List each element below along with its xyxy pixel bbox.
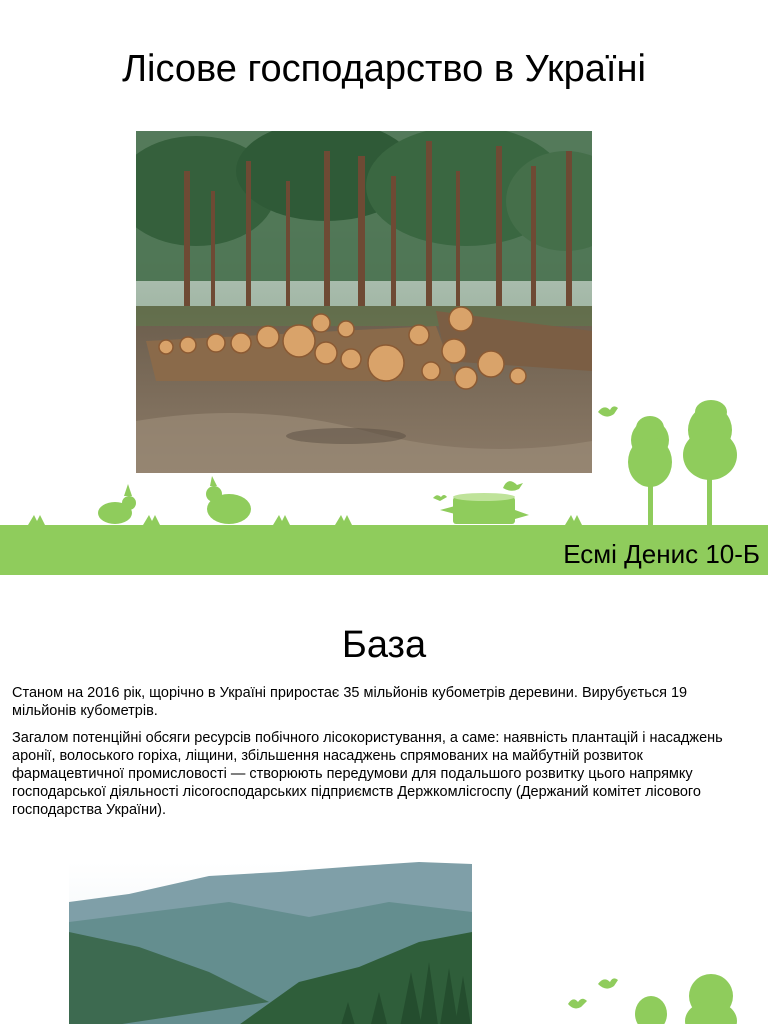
nature-silhouette-decoration-2	[0, 596, 768, 1024]
slide-2-title: База	[341, 624, 427, 666]
paragraph-growth: Станом на 2016 рік, щорічно в Україні приростає 35 мільйонів кубометрів деревини. Вирубується 19 мільйонів кубометрів.	[12, 685, 688, 719]
paragraph-resources: Загалом потенційні обсяги ресурсів побічного лісокористування, а саме: наявність плантацій і насаджень аронії, волоського горіха, ліщини, збільшення насаджень спрямованих на майбутній розвиток фармацевтичної промисловості — створюють передумови для подальшого розвитку цього напрямку господарської діяльності лісогосподарських підприємств Держкомлісгоспу (Держаний комітет лісового господарства України).	[12, 730, 723, 818]
author-name: Есмі Денис 10-Б	[563, 539, 760, 569]
slide-2	[0, 596, 768, 1024]
slide-1-title: Лісове господарство в Україні	[122, 48, 646, 90]
